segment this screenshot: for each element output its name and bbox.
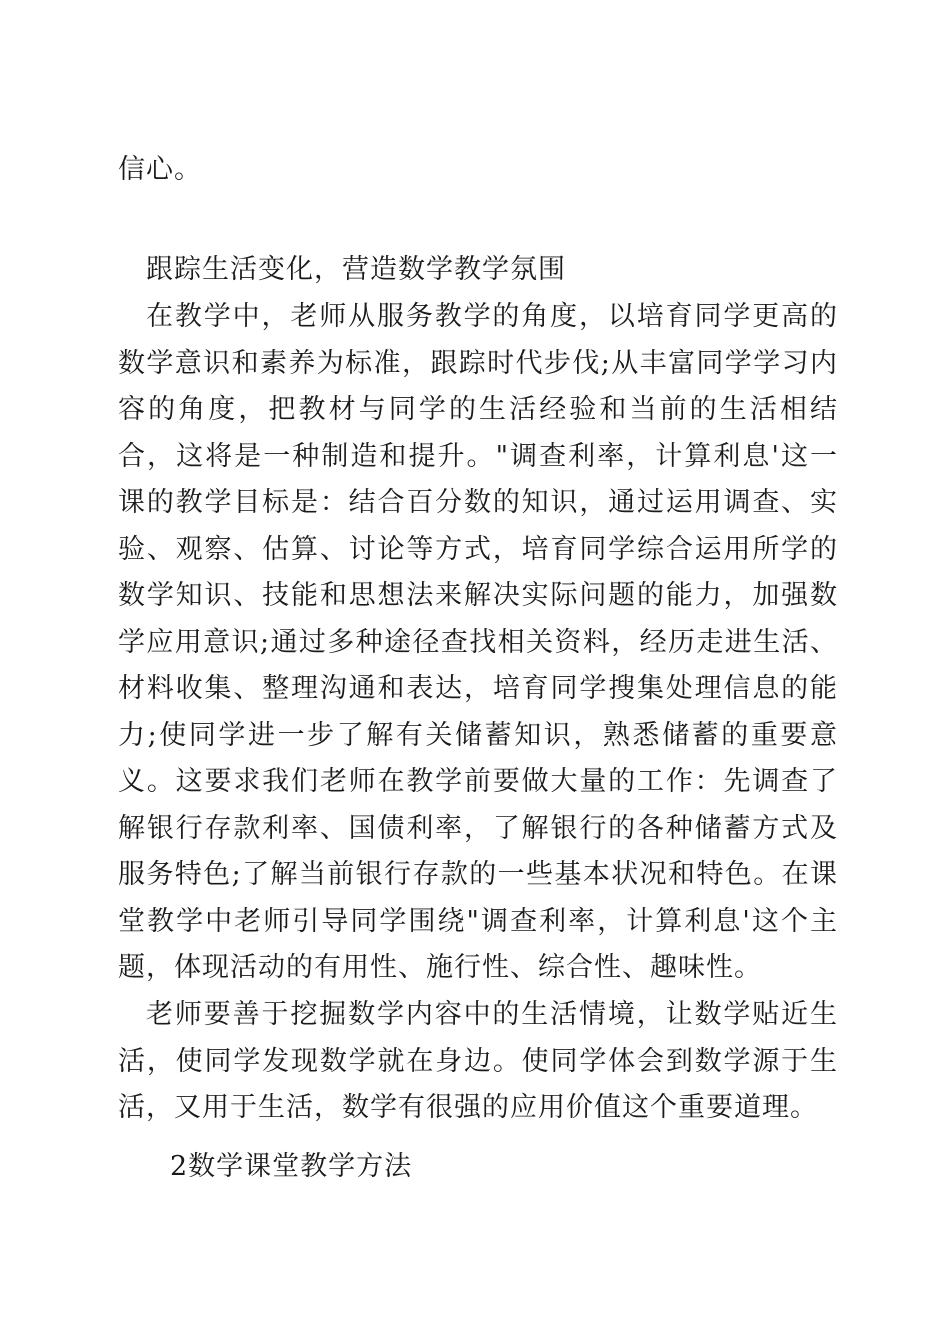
subheading: 2数学课堂教学方法 bbox=[170, 1151, 413, 1182]
lead-fragment: 信心。 bbox=[118, 154, 202, 185]
body-paragraph-2: 老师要善于挖掘数学内容中的生活情境，让数学贴近生活，使同学发现数学就在身边。使同学体会到数学源于生活，又用于生活，数学有很强的应用价值这个重要道理。 bbox=[118, 999, 838, 1123]
section-heading: 跟踪生活变化，营造数学教学氛围 bbox=[146, 254, 566, 285]
body-paragraph-1: 在教学中，老师从服务教学的角度，以培育同学更高的数学意识和素养为标准，跟踪时代步伐;从丰富同学学习内容的角度，把教材与同学的生活经验和当前的生活相结合，这将是一种制造和提升。"调查利率，计算利息'这一课的教学目标是：结合百分数的知识，通过运用调查、实验、观察、估算、讨论等方式，培育同学综合运用所学的数学知识、技能和思想法来解决实际问题的能力，加强数学应用意识;通过多种途径查找相关资料，经历走进生活、材料收集、整理沟通和表达，培育同学搜集处理信息的能力;使同学进一步了解有关储蓄知识，熟悉储蓄的重要意义。这要求我们老师在教学前要做大量的工作：先调查了解银行存款利率、国债利率，了解银行的各种储蓄方式及服务特色;了解当前银行存款的一些基本状况和特色。在课堂教学中老师引导同学围绕"调查利率，计算利息'这个主题，体现活动的有用性、施行性、综合性、趣味性。 bbox=[118, 301, 838, 983]
